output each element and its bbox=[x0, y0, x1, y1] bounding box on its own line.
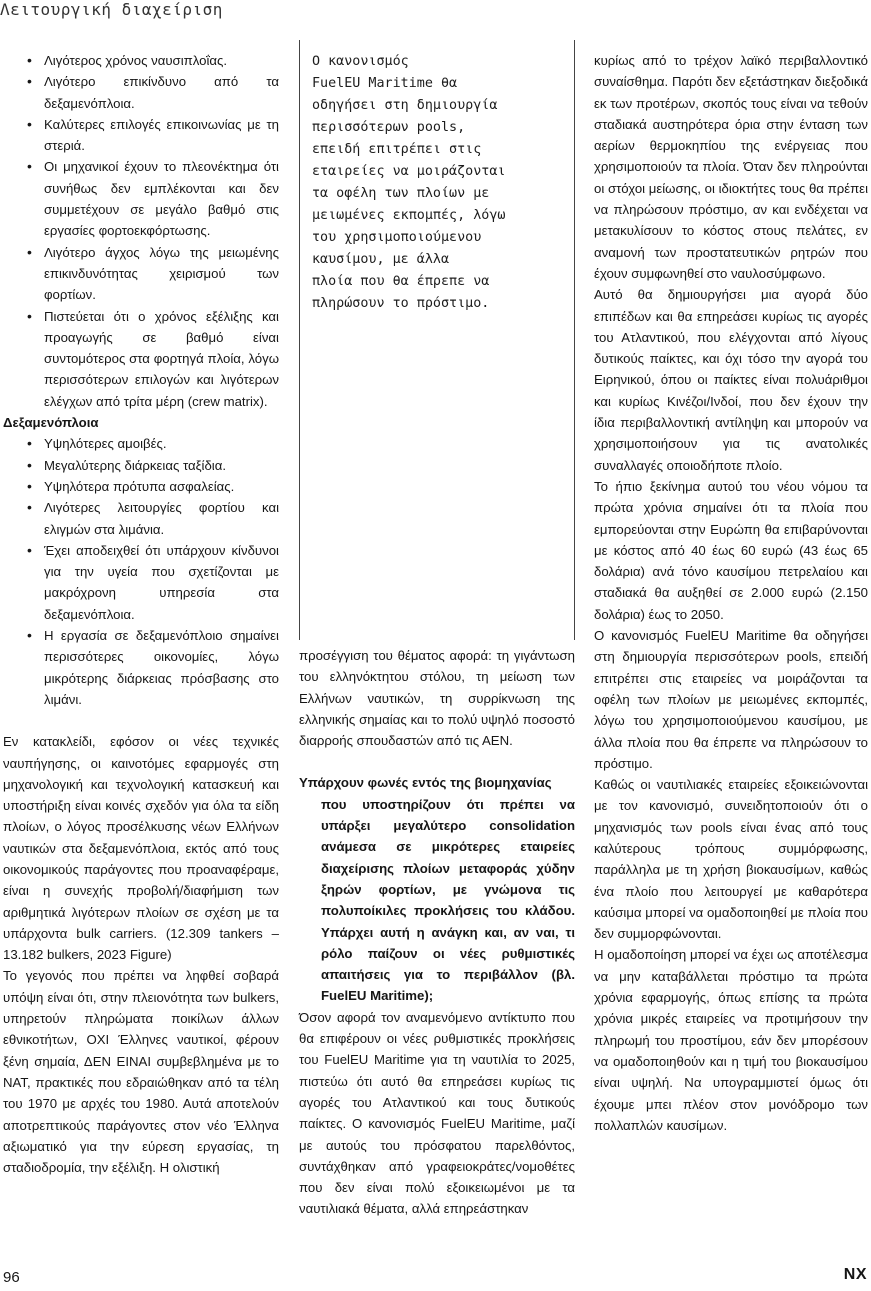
paragraph: Ο κανονισμός FuelEU Maritime θα οδηγήσει στη δημιουργία περισσότερων pools, επειδή επιτρέπει στις εταιρείες να μοιράζονται τα οφέλη των πλοίων με μειωμένες εκπομπές, λόγω του χρησιμοποιούμενου καυσίμου, με άλλα πλοία που θα έπρεπε να πληρώσουν το πρόστιμο. bbox=[594, 628, 868, 771]
paragraph: Η ομαδοποίηση μπορεί να έχει ως αποτέλεσμα να μην καταβάλλεται πρόστιμο τα πρώτα χρόνια εφαρμογής, όπως επίσης τα πρώτα χρόνια μικρές εταιρείες να προτιμήσουν την πληρωμή του προστίμου, εάν δεν μπορέσουν να ομαδοποιηθούν και η τιμή του βιοκαυσίμου είναι υψηλή. Να υπογραμμιστεί όμως ότι έχουμε μπει πλέον στον μονόδρομο των πολλαπλών καυσίμων. bbox=[594, 947, 868, 1133]
paragraph: Το ήπιο ξεκίνημα αυτού του νέου νόμου τα πρώτα χρόνια σημαίνει ότι τα πλοία που εμπορεύονται στην Ευρώπη θα επιβαρύνονται με κόστος από 40 έως 60 ευρώ (43 έως 65 δολάρια) ανά τόνο καυσίμου πετρελαίου και σταδιακά θα αυξηθεί σε 2.000 ευρώ (2.150 δολάρια) έως το 2050. bbox=[594, 478, 868, 622]
column-2 bbox=[299, 645, 575, 1220]
list-item: • Η εργασία σε δεξαμενόπλοιο σημαίνει περισσότερες οικονομίες, λόγω μικρότερης διάρκειας πρόσβασης στο λιμάνι. bbox=[27, 625, 279, 710]
list-item: • Έχει αποδειχθεί ότι υπάρχουν κίνδυνοι για την υγεία που σχετίζονται με μακρόχρονη υπηρεσία στα δεξαμενόπλοια. bbox=[27, 540, 279, 625]
paragraph: κυρίως από το τρέχον λαϊκό περιβαλλοντικό συναίσθημα. Παρότι δεν εξετάστηκαν διεξοδικά εκ των προτέρων, σκοπός τους είναι να τεθούν σταδιακά αυστηρότερα όρια στην ένταση των αερίων θερμοκηπίου της ενέργειας που χρησιμοποιούν τα πλοία. Όταν δεν πληρούνται οι στόχοι μείωσης, οι ιδιοκτήτες τους θα πρέπει να πληρώσουν πρόστιμο, αν και ενδέχεται να μετακυλίσουν το κόστος στους πελάτες, εν αναμονή των προστατευτικών ρητρών που έχουν συμφωνηθεί στο ναυλοσύμφωνο. bbox=[594, 53, 868, 281]
list-item: • Λιγότερο επικίνδυνο από τα δεξαμενόπλοια. bbox=[27, 71, 279, 114]
list-item: • Καλύτερες επιλογές επικοινωνίας με τη στεριά. bbox=[27, 114, 279, 157]
list-item: • Λιγότερες λειτουργίες φορτίου και ελιγμών στα λιμάνια. bbox=[27, 497, 279, 540]
list-item: • Λιγότερο άγχος λόγω της μειωμένης επικινδυνότητας χειρισμού των φορτίων. bbox=[27, 242, 279, 306]
subheading-tankers: Δεξαμενόπλοια bbox=[3, 415, 99, 431]
paragraph: Όσον αφορά τον αναμενόμενο αντίκτυπο που θα επιφέρουν οι νέες ρυθμιστικές προκλήσεις του FuelEU Maritime για τη ναυτιλία το 2025, πιστεύω ότι αυτό θα επηρεάσει κυρίως τις αγορές του Ατλαντικού και τους δυτικούς παίκτες. Ο κανονισμός FuelEU Maritime, μαζί με αυτούς του πρόσφατου παρελθόντος, συντάχθηκαν από γραφειοκράτες/νομοθέτες που δεν είναι πολύ εξοικειωμένοι με τα ναυτιλιακά θέματα, αλλά επηρεάστηκαν bbox=[299, 1009, 575, 1217]
section-header: Λειτουργική διαχείριση bbox=[0, 0, 223, 19]
bullet-list-tankers bbox=[3, 433, 279, 710]
column-3 bbox=[594, 50, 868, 1136]
list-item: • Λιγότερος χρόνος ναυσιπλοΐας. bbox=[27, 50, 279, 71]
question-first-line: Υπάρχουν φωνές εντός της βιομηχανίας bbox=[299, 775, 552, 791]
list-item: • Μεγαλύτερης διάρκειας ταξίδια. bbox=[27, 455, 279, 476]
paragraph: Εν κατακλείδι, εφόσον οι νέες τεχνικές ναυπήγησης, οι καινοτόμες εφαρμογές στη μηχανολογική και τεχνολογική κατασκευή και υποστήριξη είναι κοινές σχεδόν για όλα τα είδη πλοίων, ο λόγος προσέλκυσης νέων Ελλήνων ναυτικών στα δεξαμενόπλοια, εκτός από τους οικονομικούς παράγοντες που προαναφέραμε, είναι η συνεχής προβολή/διαφήμιση των αριθμητικά λιγότερων πλοίων σε σχέση με τα υπάρχοντα bulk carriers. (12.309 tankers – 13.182 bulkers, 2023 Figure) bbox=[3, 734, 279, 963]
paragraph: Καθώς οι ναυτιλιακές εταιρείες εξοικειώνονται με τον κανονισμό, συνειδητοποιούν ότι ο μηχανισμός των pools είναι ένας από τους καλύτερους τρόπους συμμόρφωσης, παράλληλα με τη χρήση βιοκαυσίμων, καθώς ένα πλοίο που λειτουργεί με καθαρότερα καύσιμα μπορεί να ομαδοποιηθεί με πλοία που δεν συμμορφώνονται. bbox=[594, 777, 868, 942]
paragraph: προσέγγιση του θέματος αφορά: τη γιγάντωση του ελληνόκτητου στόλου, τη μείωση των Ελλήνων ναυτικών, τη συρρίκνωση της ελληνικής σημαίας και το πολύ υψηλό ποσοστό διαρροής σπουδαστών από τις ΑΕΝ. bbox=[299, 648, 575, 749]
question-rest: που υποστηρίζουν ότι πρέπει να υπάρξει μεγαλύτερο consolidation ανάμεσα σε μικρότερες εταιρείες διαχείρισης πλοίων μεταφοράς χύδην ξηρών φορτίων, με γνώμονα τις πολυποίκιλες προκλήσεις του κλάδου. Υπάρχει αυτή η ανάγκη και, αν ναι, τι ρόλο παίζουν οι νέες ρυθμιστικές απαιτήσεις για το περιβάλλον (βλ. FuelEU Maritime); bbox=[321, 796, 575, 1004]
page-number: 96 bbox=[3, 1269, 20, 1286]
list-item: • Πιστεύεται ότι ο χρόνος εξέλιξης και προαγωγής σε βαθμό είναι συντομότερος στα φορτηγά πλοία, λόγω περισσότερων επιλογών και λιγότερων ελέγχων από τρίτα μέρη (crew matrix). bbox=[27, 306, 279, 412]
paragraph: Το γεγονός που πρέπει να ληφθεί σοβαρά υπόψη είναι ότι, στην πλειονότητα των bulkers, υπηρετούν πληρώματα ποικίλων άλλων εθνικοτήτων, ΟΧΙ Έλληνες ναυτικοί, φέρουν ξένη σημαία, ΔΕΝ ΕΙΝΑΙ συμβεβλημένα με το ΝΑΤ, πρακτικές που εδραιώθηκαν από τα τέλη του 1970 με αρχές του 1980. Αυτά αποτελούν αποτρεπτικούς παράγοντες στον νέο Έλληνα αξιωματικό για την εύρεση εργασίας, τη σταδιοδρομία, την εξέλιξη. Η ολιστική bbox=[3, 968, 279, 1176]
pull-quote bbox=[299, 40, 575, 640]
list-item: • Υψηλότερες αμοιβές. bbox=[27, 433, 279, 454]
bullet-list-bulkers bbox=[3, 50, 279, 412]
pull-quote-text: Ο κανονισμός FuelEU Maritime θα οδηγήσει στη δημιουργία περισσότερων pools, επειδή επιτρέπει στις εταιρείες να μοιράζονται τα οφέλη των πλοίων με μειωμένες εκπομπές, λόγω του χρησιμοποιούμενου καυσίμου, με άλλα πλοία που θα έπρεπε να πληρώσουν το πρόστιμο. bbox=[312, 54, 506, 311]
column-1 bbox=[3, 50, 279, 1178]
paragraph: Αυτό θα δημιουργήσει μια αγορά δύο επιπέδων και θα επηρεάσει κυρίως τις αγορές του Ατλαντικού, που ελέγχονται από λίγους δυτικούς παίκτες, και όχι τόσο την αγορά του Ειρηνικού, όπου οι παίκτες είναι πολυάριθμοι και κυρίως Κινέζοι/Ινδοί, που δεν έχουν την ίδια περιβαλλοντική αντίληψη και μπορούν να χρησιμοποιήσουν για τις ανατολικές συναλλαγές οποιοδήποτε πλοίο. bbox=[594, 287, 868, 473]
interview-question bbox=[299, 772, 575, 1006]
magazine-logo: NX bbox=[843, 1266, 867, 1283]
list-item: • Υψηλότερα πρότυπα ασφαλείας. bbox=[27, 476, 279, 497]
list-item: • Οι μηχανικοί έχουν το πλεονέκτημα ότι συνήθως δεν εμπλέκονται και δεν συμμετέχουν σε μεγάλο βαθμό στις εργασίες φορτοεκφόρτωσης. bbox=[27, 156, 279, 241]
